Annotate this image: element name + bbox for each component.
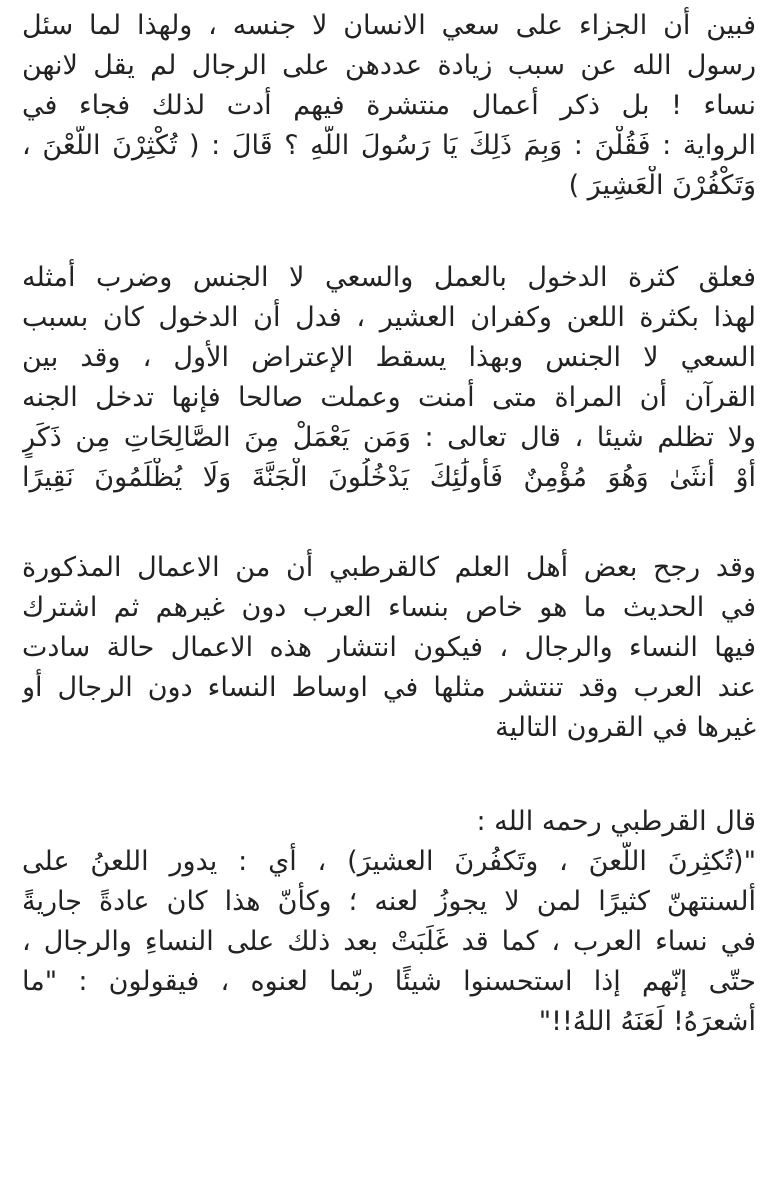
paragraph-spacer <box>22 498 756 548</box>
paragraph-4 <box>22 802 756 1042</box>
text-line: رسول الله عن سبب زيادة عددهن على الرجال لم يقل لانهن <box>22 50 756 81</box>
text-line: وَتَكْفُرْنَ الْعَشِيرَ ) <box>568 170 756 201</box>
text-line: ولا تظلم شيئا ، قال تعالى : وَمَن يَعْمَلْ مِنَ الصَّالِحَاتِ مِن ذَكَرٍ <box>22 422 756 453</box>
text-line: فبين أن الجزاء على سعي الانسان لا جنسه ، ولهذا لما سئل <box>22 10 756 41</box>
text-line: القرآن أن المراة متى أمنت وعملت صالحا فإنها تدخل الجنه <box>22 382 756 413</box>
text-line: في نساء العرب ، كما قد غَلَبَتْ بعد ذلك على النساءِ والرجال ، <box>22 926 756 957</box>
paragraph-spacer <box>22 748 756 802</box>
paragraph-3 <box>22 548 756 748</box>
text-line: لهذا بكثرة اللعن وكفران العشير ، فدل أن الدخول كان بسبب <box>22 302 756 333</box>
text-line: حتّى إنّهم إذا استحسنوا شيئًا ربّما لعنوه ، فيقولون : "ما <box>22 966 756 997</box>
text-line: أَوْ أُنثَىٰ وَهُوَ مُؤْمِنٌ فَأُولَٰئِكَ يَدْخُلُونَ الْجَنَّةَ وَلَا يُظْلَمُونَ نَقِيرًا <box>22 462 756 493</box>
text-line: أشعرَهُ! لَعَنَهُ اللهُ!!" <box>538 1006 756 1037</box>
text-line: فعلق كثرة الدخول بالعمل والسعي لا الجنس وضرب أمثله <box>22 262 756 293</box>
text-line: "(تُكثِرنَ اللَّعنَ ، وتَكفُرنَ العشيرَ) ، أي : يدور اللعنُ على <box>22 846 756 877</box>
text-line: فيها النساء والرجال ، فيكون انتشار هذه الاعمال حالة سادت <box>22 632 756 663</box>
text-line: السعي لا الجنس وبهذا يسقط الإعتراض الأول ، وقد بين <box>22 342 756 373</box>
text-line: في الحديث ما هو خاص بنساء العرب دون غيرهم ثم اشترك <box>22 592 756 623</box>
paragraph-1 <box>22 6 756 206</box>
text-line: وقد رجح بعض أهل العلم كالقرطبي أن من الاعمال المذكورة <box>22 552 756 583</box>
text-line: ألسنتهنّ كثيرًا لمن لا يجوزُ لعنه ؛ وكأنّ هذا كان عادةً جاريةً <box>22 886 756 917</box>
text-line: الرواية : فَقُلْنَ : وَبِمَ ذَلِكَ يَا رَسُولَ اللَّهِ ؟ قَالَ : ( تُكْثِرْنَ اللَّعْنَ ، <box>22 130 756 161</box>
text-line: غيرها في القرون التالية <box>495 712 756 743</box>
paragraph-spacer <box>22 206 756 258</box>
paragraph-2 <box>22 258 756 498</box>
text-line: نساء ! بل ذكر أعمال منتشرة فيهم أدت لذلك فجاء في <box>22 90 756 121</box>
text-line: قال القرطبي رحمه الله : <box>476 806 756 837</box>
text-line: عند العرب وقد تنتشر مثلها في اوساط النساء دون الرجال أو <box>22 672 756 703</box>
